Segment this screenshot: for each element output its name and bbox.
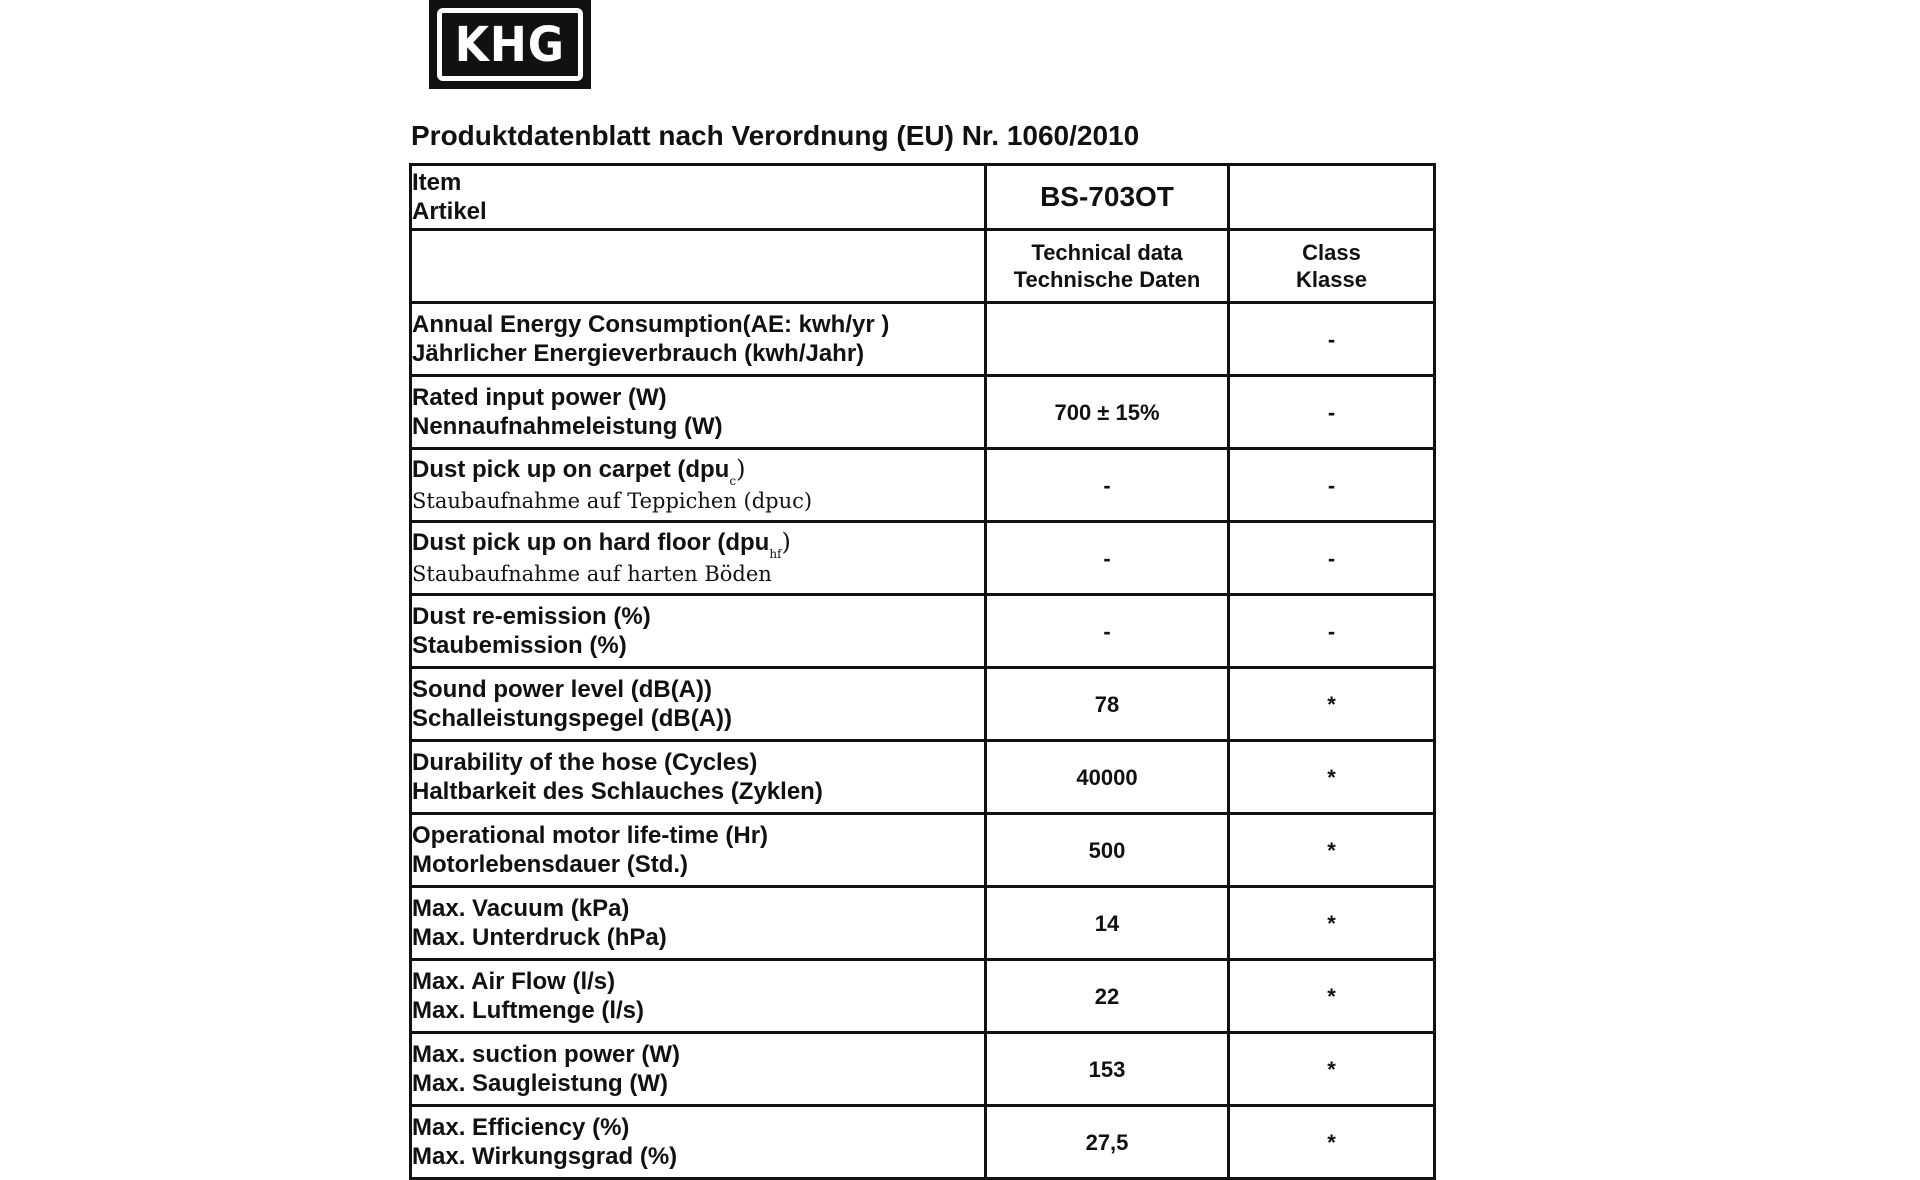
row-label <box>411 449 986 522</box>
row-value: 40000 <box>986 741 1229 814</box>
row-value: - <box>986 522 1229 595</box>
item-label-cell <box>411 165 986 230</box>
row-label-en-text: Dust pick up on hard floor (dpu <box>412 528 770 556</box>
row-value: 27,5 <box>986 1106 1229 1179</box>
row-class: * <box>1229 960 1435 1033</box>
row-label-en: Durability of the hose (Cycles) <box>412 749 758 776</box>
row-label-en-text: Dust pick up on carpet (dpu <box>412 455 730 483</box>
row-label-de: Max. Luftmenge (l/s) <box>412 997 645 1024</box>
row-class: * <box>1229 668 1435 741</box>
row-class: * <box>1229 1106 1435 1179</box>
column-header-row <box>411 230 1435 303</box>
row-label <box>411 376 986 449</box>
row-class: * <box>1229 887 1435 960</box>
row-class: - <box>1229 449 1435 522</box>
table-row <box>411 814 1435 887</box>
row-label <box>411 741 986 814</box>
row-value: 700 ± 15% <box>986 376 1229 449</box>
class-header <box>1229 230 1435 303</box>
row-label-en: Rated input power (W) <box>412 384 667 411</box>
row-label <box>411 887 986 960</box>
row-label-de: Schalleistungspegel (dB(A)) <box>412 705 733 732</box>
row-label <box>411 960 986 1033</box>
row-label-en: Max. suction power (W) <box>412 1041 681 1068</box>
row-label <box>411 522 986 595</box>
row-label-de: Max. Saugleistung (W) <box>412 1070 669 1097</box>
row-label-en <box>412 454 984 488</box>
technical-data-header-en: Technical data <box>1031 240 1183 265</box>
table-row <box>411 1033 1435 1106</box>
item-label-en: Item <box>412 169 462 196</box>
table-row <box>411 303 1435 376</box>
row-label-en: Max. Air Flow (l/s) <box>412 968 616 995</box>
row-label <box>411 814 986 887</box>
table-row <box>411 960 1435 1033</box>
logo-text: KHG <box>454 16 566 73</box>
row-class: * <box>1229 741 1435 814</box>
row-class: - <box>1229 595 1435 668</box>
row-label-de: Staubaufnahme auf Teppichen (dpuc) <box>412 488 813 513</box>
table-row <box>411 1106 1435 1179</box>
row-class: - <box>1229 303 1435 376</box>
row-value: 78 <box>986 668 1229 741</box>
row-label-de: Max. Unterdruck (hPa) <box>412 924 667 951</box>
row-label <box>411 595 986 668</box>
row-label-de: Max. Wirkungsgrad (%) <box>412 1143 678 1170</box>
row-label-de: Staubemission (%) <box>412 632 627 659</box>
class-header-en: Class <box>1302 240 1361 265</box>
row-label-de: Staubaufnahme auf harten Böden <box>412 561 772 586</box>
khg-logo <box>429 0 591 89</box>
row-label-subscript: c <box>729 473 737 488</box>
row-label <box>411 668 986 741</box>
row-label-en: Dust re-emission (%) <box>412 603 651 630</box>
row-label-de: Haltbarkeit des Schlauches (Zyklen) <box>412 778 823 805</box>
row-label <box>411 303 986 376</box>
empty-label-cell <box>411 230 986 303</box>
table-row <box>411 741 1435 814</box>
row-value: 500 <box>986 814 1229 887</box>
row-value: - <box>986 449 1229 522</box>
row-label-en: Max. Vacuum (kPa) <box>412 895 630 922</box>
row-value <box>986 303 1229 376</box>
row-label-close-paren: ) <box>736 454 746 483</box>
row-label <box>411 1033 986 1106</box>
table-row <box>411 522 1435 595</box>
table-row <box>411 449 1435 522</box>
row-label-de: Jährlicher Energieverbrauch (kwh/Jahr) <box>412 340 865 367</box>
model-number: BS-703OT <box>986 165 1229 230</box>
product-data-table <box>409 163 1436 1180</box>
row-class: * <box>1229 1033 1435 1106</box>
row-class: - <box>1229 376 1435 449</box>
row-label-en <box>412 527 984 561</box>
row-class: - <box>1229 522 1435 595</box>
row-label-en: Operational motor life-time (Hr) <box>412 822 769 849</box>
document-title: Produktdatenblatt nach Verordnung (EU) Nr. 1060/2010 <box>411 120 1140 151</box>
row-label-en: Max. Efficiency (%) <box>412 1114 630 1141</box>
row-label-en: Sound power level (dB(A)) <box>412 676 712 703</box>
row-value: 153 <box>986 1033 1229 1106</box>
technical-data-header <box>986 230 1229 303</box>
table-row <box>411 376 1435 449</box>
row-label <box>411 1106 986 1179</box>
table-row <box>411 668 1435 741</box>
table-row <box>411 887 1435 960</box>
row-value: - <box>986 595 1229 668</box>
row-class: * <box>1229 814 1435 887</box>
row-value: 14 <box>986 887 1229 960</box>
row-label-de: Motorlebensdauer (Std.) <box>412 851 689 878</box>
row-label-close-paren: ) <box>781 527 791 556</box>
technical-data-header-de: Technische Daten <box>1013 267 1201 292</box>
row-label-de: Nennaufnahmeleistung (W) <box>412 413 723 440</box>
class-header-de: Klasse <box>1296 267 1367 292</box>
table-row <box>411 595 1435 668</box>
row-label-en: Annual Energy Consumption(AE: kwh/yr ) <box>412 311 890 338</box>
item-label-de: Artikel <box>412 198 487 225</box>
table-header-row <box>411 165 1435 230</box>
row-label-subscript: hf <box>769 546 782 561</box>
empty-header-cell <box>1229 165 1435 230</box>
logo-frame <box>437 8 583 81</box>
row-value: 22 <box>986 960 1229 1033</box>
